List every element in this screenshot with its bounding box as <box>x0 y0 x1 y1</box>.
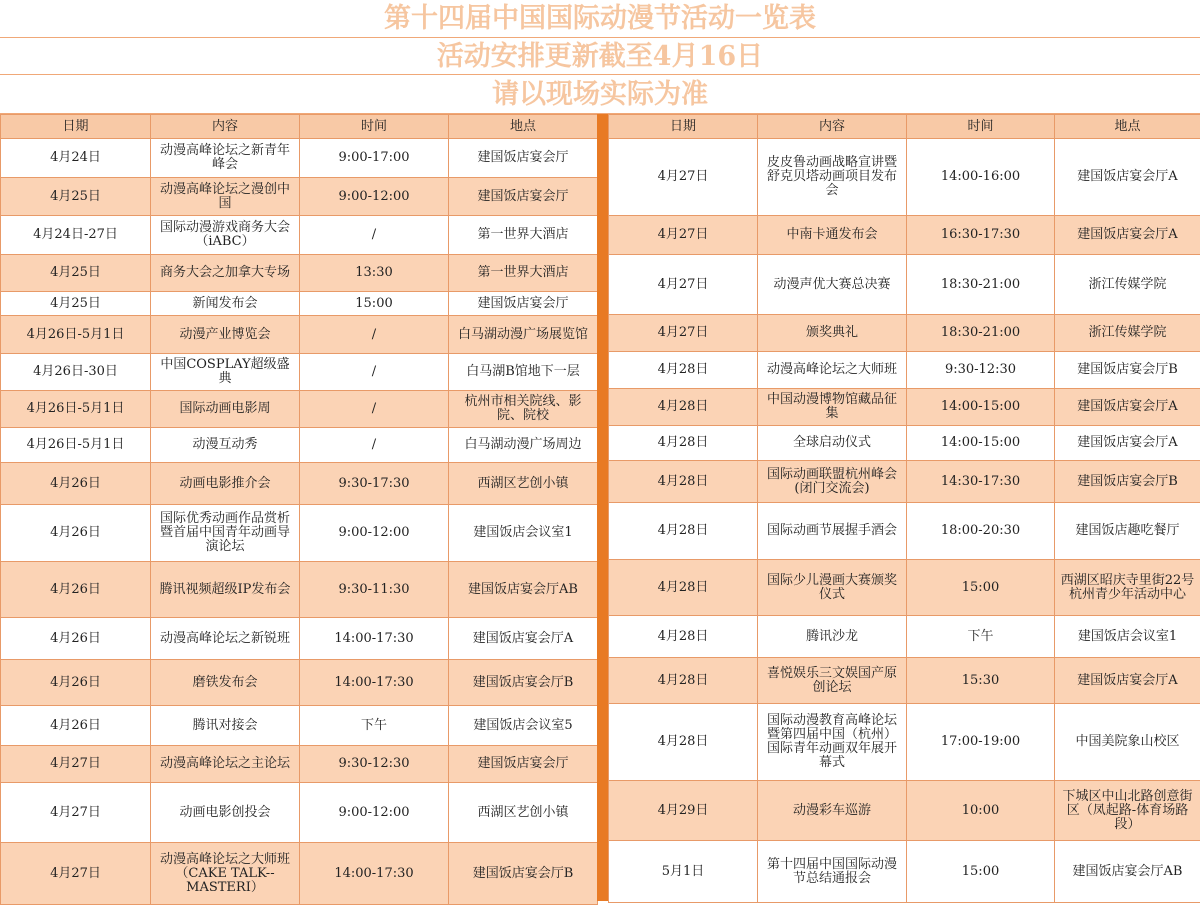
table-row <box>609 352 1200 389</box>
cell-time: / <box>300 354 449 391</box>
cell-content: 动漫高峰论坛之新锐班 <box>151 618 300 660</box>
table-row <box>1 354 598 391</box>
cell-time: 9:00-12:00 <box>300 505 449 562</box>
cell-time: 下午 <box>300 706 449 746</box>
table-row <box>609 139 1200 216</box>
column-header-content: 内容 <box>758 115 907 139</box>
table-row <box>609 616 1200 658</box>
cell-content: 动漫高峰论坛之大师班（CAKE TALK--MASTERI） <box>151 843 300 905</box>
table-row <box>1 428 598 463</box>
cell-time: 9:00-12:00 <box>300 178 449 216</box>
column-divider <box>597 114 608 901</box>
cell-date: 4月26日 <box>1 562 151 618</box>
cell-content: 喜悦娱乐三文娱国产原创论坛 <box>758 658 907 704</box>
cell-time: 18:00-20:30 <box>907 503 1055 560</box>
table-row <box>609 503 1200 560</box>
cell-content: 磨铁发布会 <box>151 660 300 706</box>
schedule-body-right <box>609 139 1200 903</box>
column-header-place: 地点 <box>449 115 598 139</box>
cell-place: 第一世界大酒店 <box>449 216 598 255</box>
column-header-time: 时间 <box>300 115 449 139</box>
table-row <box>1 391 598 428</box>
table-row <box>609 781 1200 841</box>
cell-date: 4月25日 <box>1 178 151 216</box>
cell-place: 建国饭店宴会厅B <box>449 660 598 706</box>
cell-date: 4月26日 <box>1 618 151 660</box>
cell-content: 国际动漫游戏商务大会（iABC） <box>151 216 300 255</box>
cell-time: 9:30-12:30 <box>300 746 449 783</box>
cell-place: 白马湖B馆地下一层 <box>449 354 598 391</box>
cell-date: 4月26日-30日 <box>1 354 151 391</box>
cell-content: 颁奖典礼 <box>758 315 907 352</box>
cell-place: 建国饭店宴会厅 <box>449 139 598 178</box>
cell-time: 9:30-17:30 <box>300 463 449 505</box>
cell-date: 4月28日 <box>609 704 758 781</box>
cell-date: 4月28日 <box>609 352 758 389</box>
cell-date: 4月28日 <box>609 560 758 616</box>
cell-content: 第十四届中国国际动漫节总结通报会 <box>758 841 907 903</box>
cell-time: 14:00-17:30 <box>300 843 449 905</box>
cell-date: 4月26日-5月1日 <box>1 316 151 354</box>
cell-content: 国际动画节展握手酒会 <box>758 503 907 560</box>
cell-content: 动漫产业博览会 <box>151 316 300 354</box>
table-row <box>609 704 1200 781</box>
cell-content: 国际少儿漫画大赛颁奖仪式 <box>758 560 907 616</box>
cell-time: 9:00-17:00 <box>300 139 449 178</box>
cell-place: 建国饭店宴会厅A <box>1055 139 1200 216</box>
cell-time: 18:30-21:00 <box>907 255 1055 315</box>
cell-content: 国际动画电影周 <box>151 391 300 428</box>
cell-content: 动漫高峰论坛之新青年峰会 <box>151 139 300 178</box>
column-header-place: 地点 <box>1055 115 1200 139</box>
cell-time: 下午 <box>907 616 1055 658</box>
cell-content: 动画电影创投会 <box>151 783 300 843</box>
table-row <box>609 426 1200 461</box>
cell-date: 4月27日 <box>609 139 758 216</box>
cell-time: 15:00 <box>300 292 449 316</box>
cell-date: 4月26日 <box>1 463 151 505</box>
cell-content: 国际动漫教育高峰论坛暨第四届中国（杭州）国际青年动画双年展开幕式 <box>758 704 907 781</box>
cell-place: 浙江传媒学院 <box>1055 315 1200 352</box>
cell-place: 建国饭店会议室5 <box>449 706 598 746</box>
cell-place: 建国饭店宴会厅A <box>1055 658 1200 704</box>
cell-date: 4月28日 <box>609 389 758 426</box>
cell-content: 动漫高峰论坛之漫创中国 <box>151 178 300 216</box>
cell-time: 15:30 <box>907 658 1055 704</box>
schedule-table-right <box>608 114 1200 903</box>
cell-time: 15:00 <box>907 841 1055 903</box>
table-row <box>609 315 1200 352</box>
page-note: 请以现场实际为准 <box>0 75 1200 114</box>
cell-time: 9:30-11:30 <box>300 562 449 618</box>
cell-time: 9:00-12:00 <box>300 783 449 843</box>
table-row <box>1 216 598 255</box>
table-row <box>1 618 598 660</box>
table-row <box>1 746 598 783</box>
cell-date: 4月26日 <box>1 706 151 746</box>
column-header-date: 日期 <box>1 115 151 139</box>
cell-date: 4月24日-27日 <box>1 216 151 255</box>
cell-place: 建国饭店趣吃餐厅 <box>1055 503 1200 560</box>
cell-date: 4月28日 <box>609 503 758 560</box>
cell-content: 中国COSPLAY超级盛典 <box>151 354 300 391</box>
cell-place: 建国饭店宴会厅B <box>1055 352 1200 389</box>
cell-place: 建国饭店会议室1 <box>449 505 598 562</box>
cell-date: 4月27日 <box>1 843 151 905</box>
cell-place: 建国饭店宴会厅A <box>1055 389 1200 426</box>
table-row <box>1 255 598 292</box>
cell-place: 建国饭店宴会厅B <box>1055 461 1200 503</box>
cell-time: 14:00-17:30 <box>300 660 449 706</box>
cell-content: 商务大会之加拿大专场 <box>151 255 300 292</box>
schedule-table-left <box>0 114 598 905</box>
cell-date: 4月26日 <box>1 505 151 562</box>
cell-time: 14:00-16:00 <box>907 139 1055 216</box>
table-row <box>609 658 1200 704</box>
table-row <box>609 216 1200 255</box>
table-row <box>609 255 1200 315</box>
cell-place: 西湖区昭庆寺里街22号杭州青少年活动中心 <box>1055 560 1200 616</box>
page-subtitle: 活动安排更新截至4月16日 <box>0 38 1200 75</box>
table-row <box>1 562 598 618</box>
cell-content: 腾讯沙龙 <box>758 616 907 658</box>
cell-date: 4月27日 <box>1 783 151 843</box>
cell-time: / <box>300 428 449 463</box>
cell-time: 15:00 <box>907 560 1055 616</box>
table-row <box>1 660 598 706</box>
table-row <box>1 178 598 216</box>
cell-place: 白马湖动漫广场展览馆 <box>449 316 598 354</box>
cell-content: 动漫高峰论坛之主论坛 <box>151 746 300 783</box>
cell-date: 4月26日-5月1日 <box>1 428 151 463</box>
cell-place: 中国美院象山校区 <box>1055 704 1200 781</box>
table-row <box>609 560 1200 616</box>
cell-place: 浙江传媒学院 <box>1055 255 1200 315</box>
cell-place: 白马湖动漫广场周边 <box>449 428 598 463</box>
cell-content: 动漫高峰论坛之大师班 <box>758 352 907 389</box>
table-row <box>1 139 598 178</box>
cell-place: 建国饭店宴会厅 <box>449 746 598 783</box>
table-row <box>1 706 598 746</box>
cell-time: / <box>300 216 449 255</box>
cell-place: 建国饭店会议室1 <box>1055 616 1200 658</box>
cell-date: 4月25日 <box>1 292 151 316</box>
cell-content: 动漫彩车巡游 <box>758 781 907 841</box>
cell-place: 建国饭店宴会厅AB <box>1055 841 1200 903</box>
cell-date: 4月28日 <box>609 461 758 503</box>
cell-place: 西湖区艺创小镇 <box>449 463 598 505</box>
table-row <box>1 292 598 316</box>
cell-place: 西湖区艺创小镇 <box>449 783 598 843</box>
cell-content: 动画电影推介会 <box>151 463 300 505</box>
cell-place: 建国饭店宴会厅B <box>449 843 598 905</box>
cell-time: / <box>300 391 449 428</box>
cell-place: 第一世界大酒店 <box>449 255 598 292</box>
cell-date: 4月29日 <box>609 781 758 841</box>
cell-time: 14:00-15:00 <box>907 426 1055 461</box>
cell-place: 下城区中山北路创意街区（凤起路-体育场路段） <box>1055 781 1200 841</box>
cell-time: 14:30-17:30 <box>907 461 1055 503</box>
cell-time: 14:00-15:00 <box>907 389 1055 426</box>
cell-place: 建国饭店宴会厅A <box>1055 216 1200 255</box>
cell-date: 4月25日 <box>1 255 151 292</box>
cell-date: 4月27日 <box>609 255 758 315</box>
cell-content: 全球启动仪式 <box>758 426 907 461</box>
cell-date: 4月27日 <box>609 216 758 255</box>
cell-time: 14:00-17:30 <box>300 618 449 660</box>
cell-place: 建国饭店宴会厅 <box>449 292 598 316</box>
cell-time: / <box>300 316 449 354</box>
cell-date: 4月28日 <box>609 616 758 658</box>
cell-content: 新闻发布会 <box>151 292 300 316</box>
cell-time: 13:30 <box>300 255 449 292</box>
cell-time: 10:00 <box>907 781 1055 841</box>
cell-content: 国际优秀动画作品赏析暨首届中国青年动画导演论坛 <box>151 505 300 562</box>
column-header-date: 日期 <box>609 115 758 139</box>
table-row <box>1 843 598 905</box>
column-header-time: 时间 <box>907 115 1055 139</box>
cell-time: 9:30-12:30 <box>907 352 1055 389</box>
cell-content: 动漫互动秀 <box>151 428 300 463</box>
table-row <box>1 316 598 354</box>
column-header-content: 内容 <box>151 115 300 139</box>
cell-place: 建国饭店宴会厅AB <box>449 562 598 618</box>
cell-date: 4月26日-5月1日 <box>1 391 151 428</box>
cell-content: 动漫声优大赛总决赛 <box>758 255 907 315</box>
table-row <box>609 389 1200 426</box>
table-row <box>609 841 1200 903</box>
cell-date: 4月28日 <box>609 658 758 704</box>
cell-time: 17:00-19:00 <box>907 704 1055 781</box>
cell-content: 中国动漫博物馆藏品征集 <box>758 389 907 426</box>
cell-content: 腾讯对接会 <box>151 706 300 746</box>
table-row <box>1 783 598 843</box>
cell-place: 杭州市相关院线、影院、院校 <box>449 391 598 428</box>
cell-place: 建国饭店宴会厅 <box>449 178 598 216</box>
cell-place: 建国饭店宴会厅A <box>449 618 598 660</box>
cell-content: 中南卡通发布会 <box>758 216 907 255</box>
cell-content: 皮皮鲁动画战略宣讲暨舒克贝塔动画项目发布会 <box>758 139 907 216</box>
table-row <box>609 461 1200 503</box>
cell-date: 4月26日 <box>1 660 151 706</box>
cell-content: 腾讯视频超级IP发布会 <box>151 562 300 618</box>
schedule-body-left <box>1 139 598 905</box>
table-row <box>1 463 598 505</box>
cell-time: 18:30-21:00 <box>907 315 1055 352</box>
cell-place: 建国饭店宴会厅A <box>1055 426 1200 461</box>
cell-content: 国际动画联盟杭州峰会(闭门交流会) <box>758 461 907 503</box>
cell-date: 4月27日 <box>609 315 758 352</box>
cell-date: 4月24日 <box>1 139 151 178</box>
cell-time: 16:30-17:30 <box>907 216 1055 255</box>
cell-date: 5月1日 <box>609 841 758 903</box>
page-title: 第十四届中国国际动漫节活动一览表 <box>0 0 1200 38</box>
cell-date: 4月27日 <box>1 746 151 783</box>
cell-date: 4月28日 <box>609 426 758 461</box>
table-row <box>1 505 598 562</box>
